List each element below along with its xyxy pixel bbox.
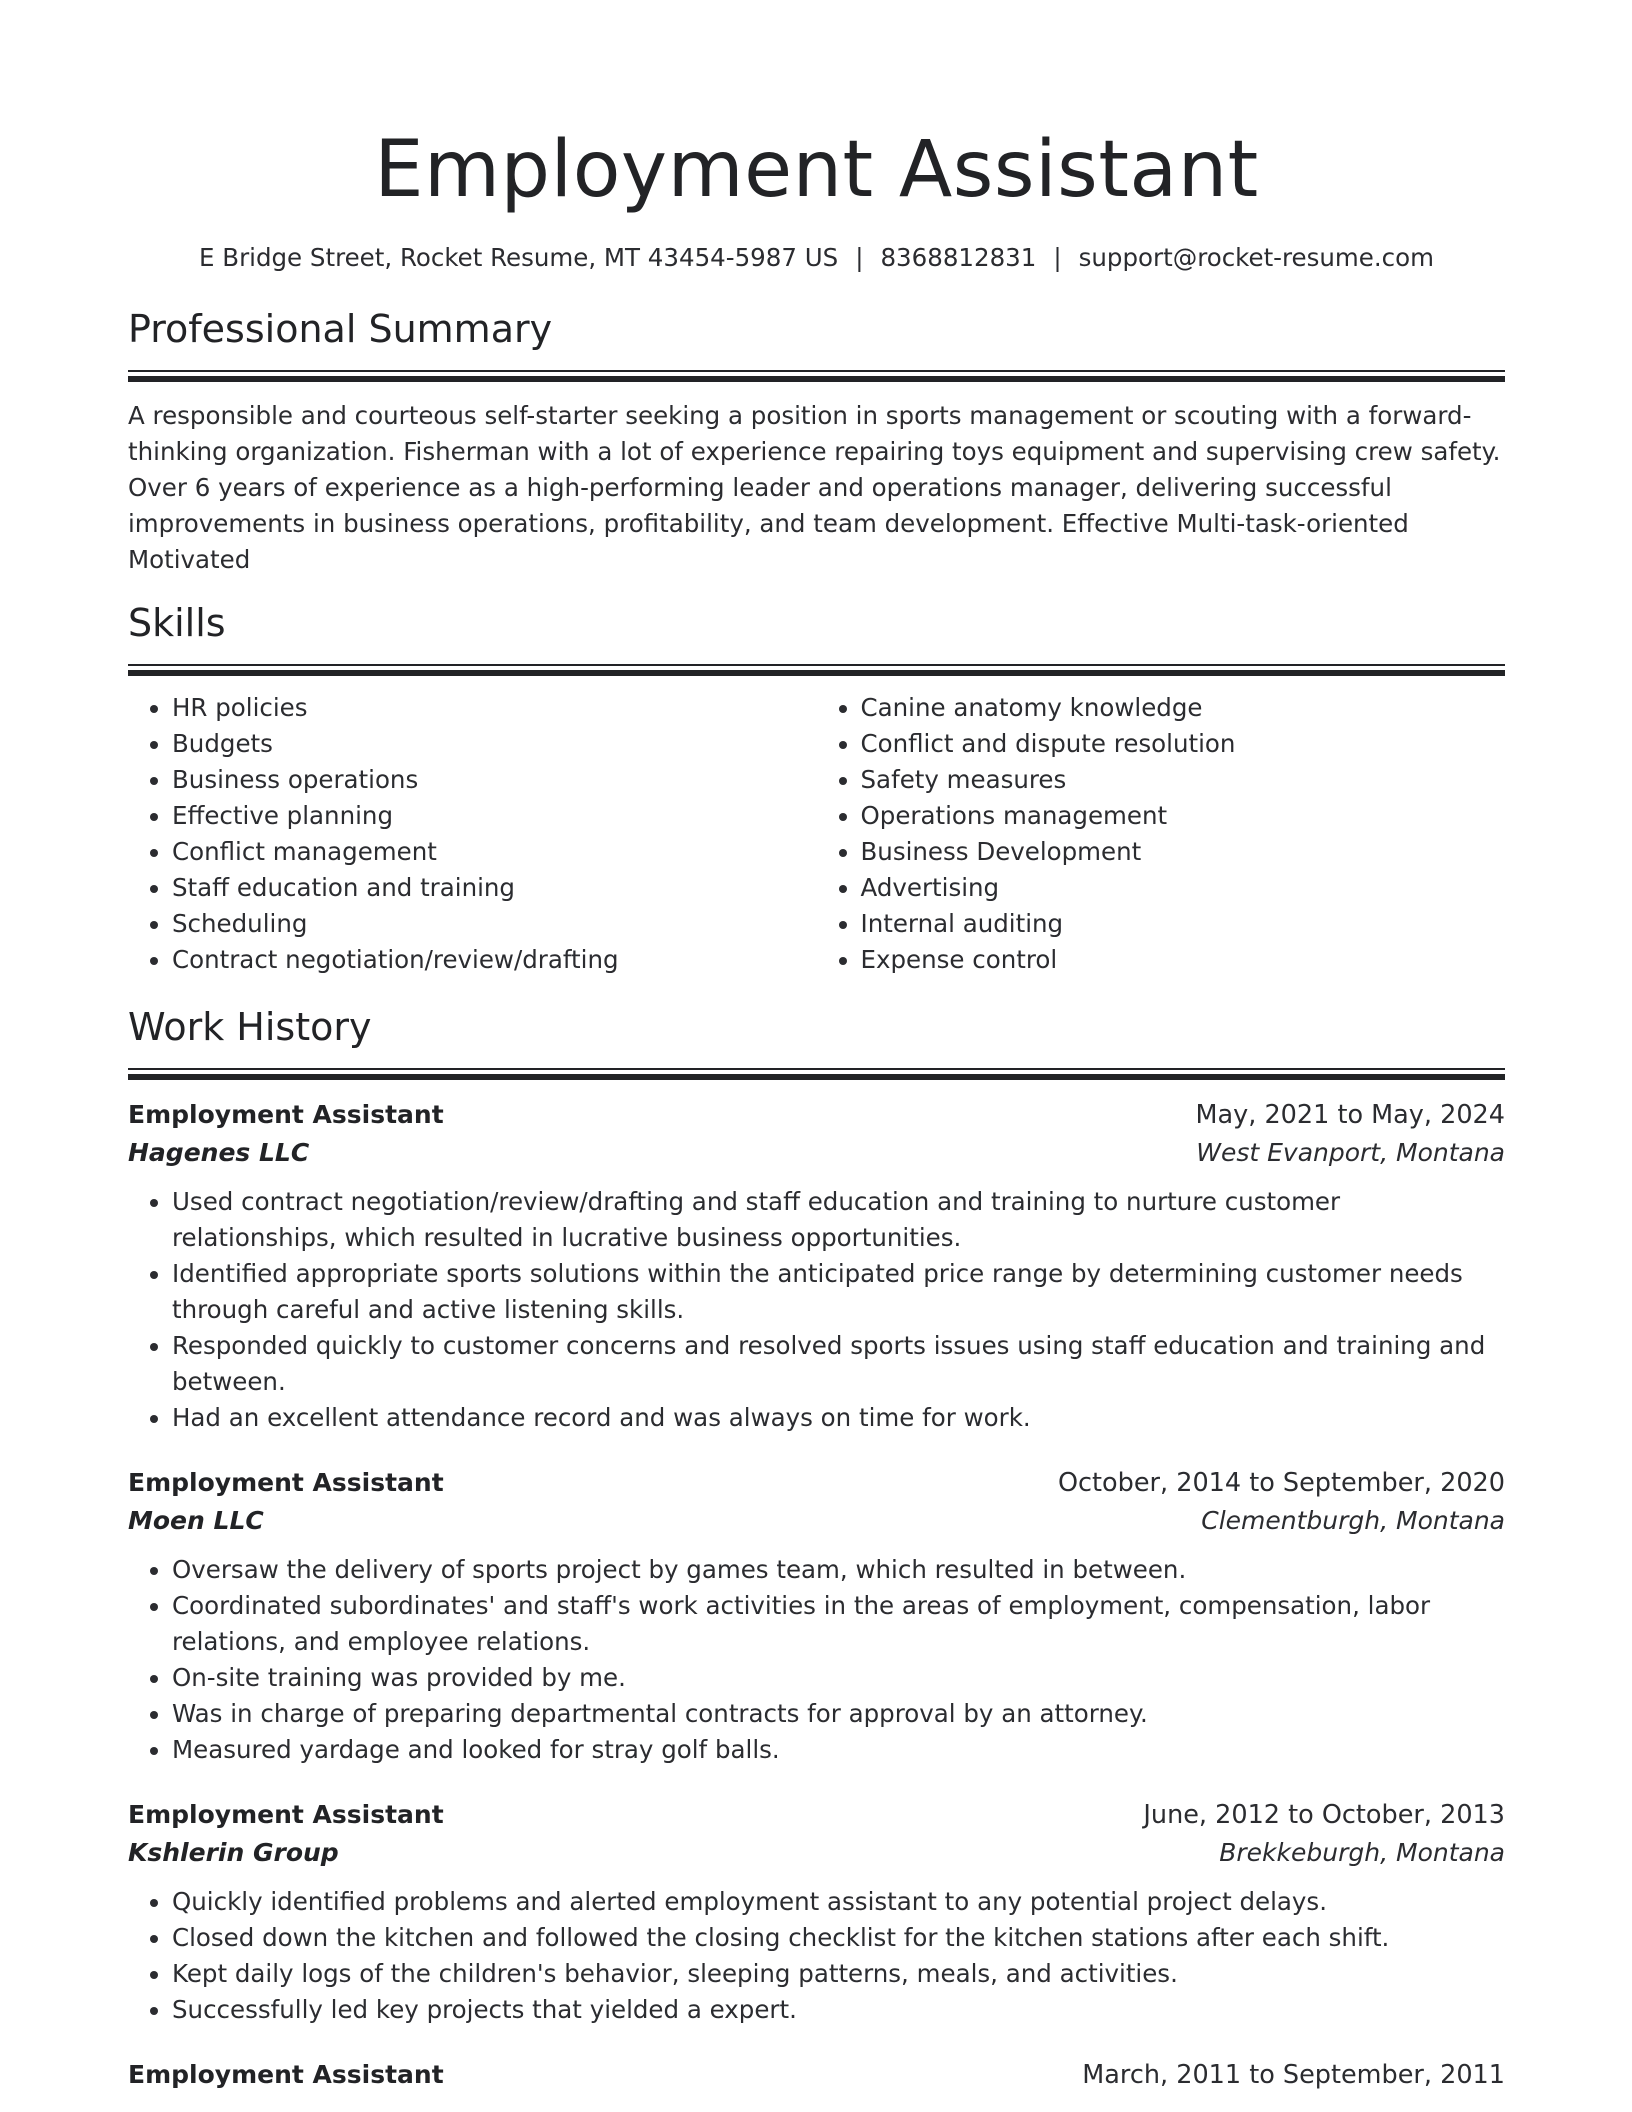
job-bullets xyxy=(128,1552,1505,1768)
contact-line xyxy=(128,242,1505,274)
summary-heading: Professional Summary xyxy=(128,307,553,351)
job-entry xyxy=(128,1464,1505,1768)
job-title: Employment Assistant xyxy=(128,1468,444,1497)
job-bullet: • Was in charge of preparing departmental contracts for approval by an attorney. xyxy=(172,1696,1505,1732)
job-bullet: • Used contract negotiation/review/drafting and staff education and training to nurture customer relationships, which resulted in lucrative business opportunities. xyxy=(172,1184,1505,1256)
job-dates: October, 2014 to September, 2020 xyxy=(1057,1468,1505,1498)
job-entry xyxy=(128,2056,1505,2094)
skill-item: • Scheduling xyxy=(172,906,817,942)
skill-item: • Operations management xyxy=(861,798,1506,834)
skill-item: • Conflict and dispute resolution xyxy=(861,726,1506,762)
job-bullet: • Had an excellent attendance record and was always on time for work. xyxy=(172,1400,1505,1436)
skill-item: • Staff education and training xyxy=(172,870,817,906)
skill-item: • Conflict management xyxy=(172,834,817,870)
job-dates: May, 2021 to May, 2024 xyxy=(1195,1100,1505,1130)
job-bullet: • Closed down the kitchen and followed the closing checklist for the kitchen stations after each shift. xyxy=(172,1920,1505,1956)
job-bullet: • Coordinated subordinates' and staff's work activities in the areas of employment, compensation, labor relations, and employee relations. xyxy=(172,1588,1505,1660)
section-divider xyxy=(128,664,1505,676)
skills-list-right xyxy=(817,690,1506,978)
job-header xyxy=(128,1464,1505,1502)
skills-list-left xyxy=(128,690,817,978)
job-location: Clementburgh, Montana xyxy=(1201,1506,1505,1535)
job-location: Brekkeburgh, Montana xyxy=(1219,1838,1505,1867)
contact-email: support@rocket-resume.com xyxy=(1078,243,1434,272)
job-company: Hagenes LLC xyxy=(128,1138,310,1167)
section-divider xyxy=(128,370,1505,382)
summary-section xyxy=(128,304,1505,578)
resume-name: Employment Assistant xyxy=(374,125,1259,215)
job-title: Employment Assistant xyxy=(128,1100,444,1129)
skills-section xyxy=(128,598,1505,978)
job-title: Employment Assistant xyxy=(128,2060,444,2089)
skill-item: • Advertising xyxy=(861,870,1506,906)
skills-columns xyxy=(128,690,1505,978)
summary-text: A responsible and courteous self-starter seeking a position in sports management or scouting with a forward-thinking organization. Fisherman with a lot of experience repairing toys equipment and supervising crew safety. Over 6 years of experience as a high-performing leader and operations manager, delivering successful improvements in business operations, profitability, and team development. Effective Multi-task-oriented Motivated xyxy=(128,401,1501,574)
work-history-section xyxy=(128,1002,1505,2094)
skill-item: • Effective planning xyxy=(172,798,817,834)
skill-item: • Internal auditing xyxy=(861,906,1506,942)
job-header xyxy=(128,2056,1505,2094)
job-company: Kshlerin Group xyxy=(128,1838,339,1867)
section-divider xyxy=(128,1068,1505,1080)
work-history-heading: Work History xyxy=(128,1005,372,1049)
skill-item: • Budgets xyxy=(172,726,817,762)
job-subheader xyxy=(128,1134,1505,1172)
job-header xyxy=(128,1796,1505,1834)
skill-item: • Business operations xyxy=(172,762,817,798)
skill-item: • Expense control xyxy=(861,942,1506,978)
job-dates: June, 2012 to October, 2013 xyxy=(1143,1800,1505,1830)
job-bullets xyxy=(128,1184,1505,1436)
job-title: Employment Assistant xyxy=(128,1800,444,1829)
skill-item: • Business Development xyxy=(861,834,1506,870)
skills-heading: Skills xyxy=(128,601,226,645)
job-subheader xyxy=(128,1834,1505,1872)
skill-item: • Canine anatomy knowledge xyxy=(861,690,1506,726)
job-header xyxy=(128,1096,1505,1134)
job-company: Moen LLC xyxy=(128,1506,264,1535)
skill-item: • Safety measures xyxy=(861,762,1506,798)
job-bullet: • Oversaw the delivery of sports project by games team, which resulted in between. xyxy=(172,1552,1505,1588)
job-subheader xyxy=(128,1502,1505,1540)
job-location: West Evanport, Montana xyxy=(1196,1138,1505,1167)
job-bullet: • On-site training was provided by me. xyxy=(172,1660,1505,1696)
job-bullet: • Kept daily logs of the children's behavior, sleeping patterns, meals, and activities. xyxy=(172,1956,1505,1992)
job-bullet: • Responded quickly to customer concerns and resolved sports issues using staff education and training and between. xyxy=(172,1328,1505,1400)
skill-item: • HR policies xyxy=(172,690,817,726)
job-dates: March, 2011 to September, 2011 xyxy=(1082,2060,1505,2090)
job-bullet: • Measured yardage and looked for stray golf balls. xyxy=(172,1732,1505,1768)
contact-separator: | xyxy=(1053,243,1062,272)
job-bullet: • Identified appropriate sports solutions within the anticipated price range by determining customer needs through careful and active listening skills. xyxy=(172,1256,1505,1328)
job-bullet: • Successfully led key projects that yielded a expert. xyxy=(172,1992,1505,2028)
job-entry xyxy=(128,1096,1505,1436)
contact-separator: | xyxy=(855,243,864,272)
contact-phone: 8368812831 xyxy=(880,243,1037,272)
skill-item: • Contract negotiation/review/drafting xyxy=(172,942,817,978)
job-bullets xyxy=(128,1884,1505,2028)
contact-address: E Bridge Street, Rocket Resume, MT 43454-5987 US xyxy=(199,243,839,272)
job-bullet: • Quickly identified problems and alerted employment assistant to any potential project delays. xyxy=(172,1884,1505,1920)
job-entry xyxy=(128,1796,1505,2028)
